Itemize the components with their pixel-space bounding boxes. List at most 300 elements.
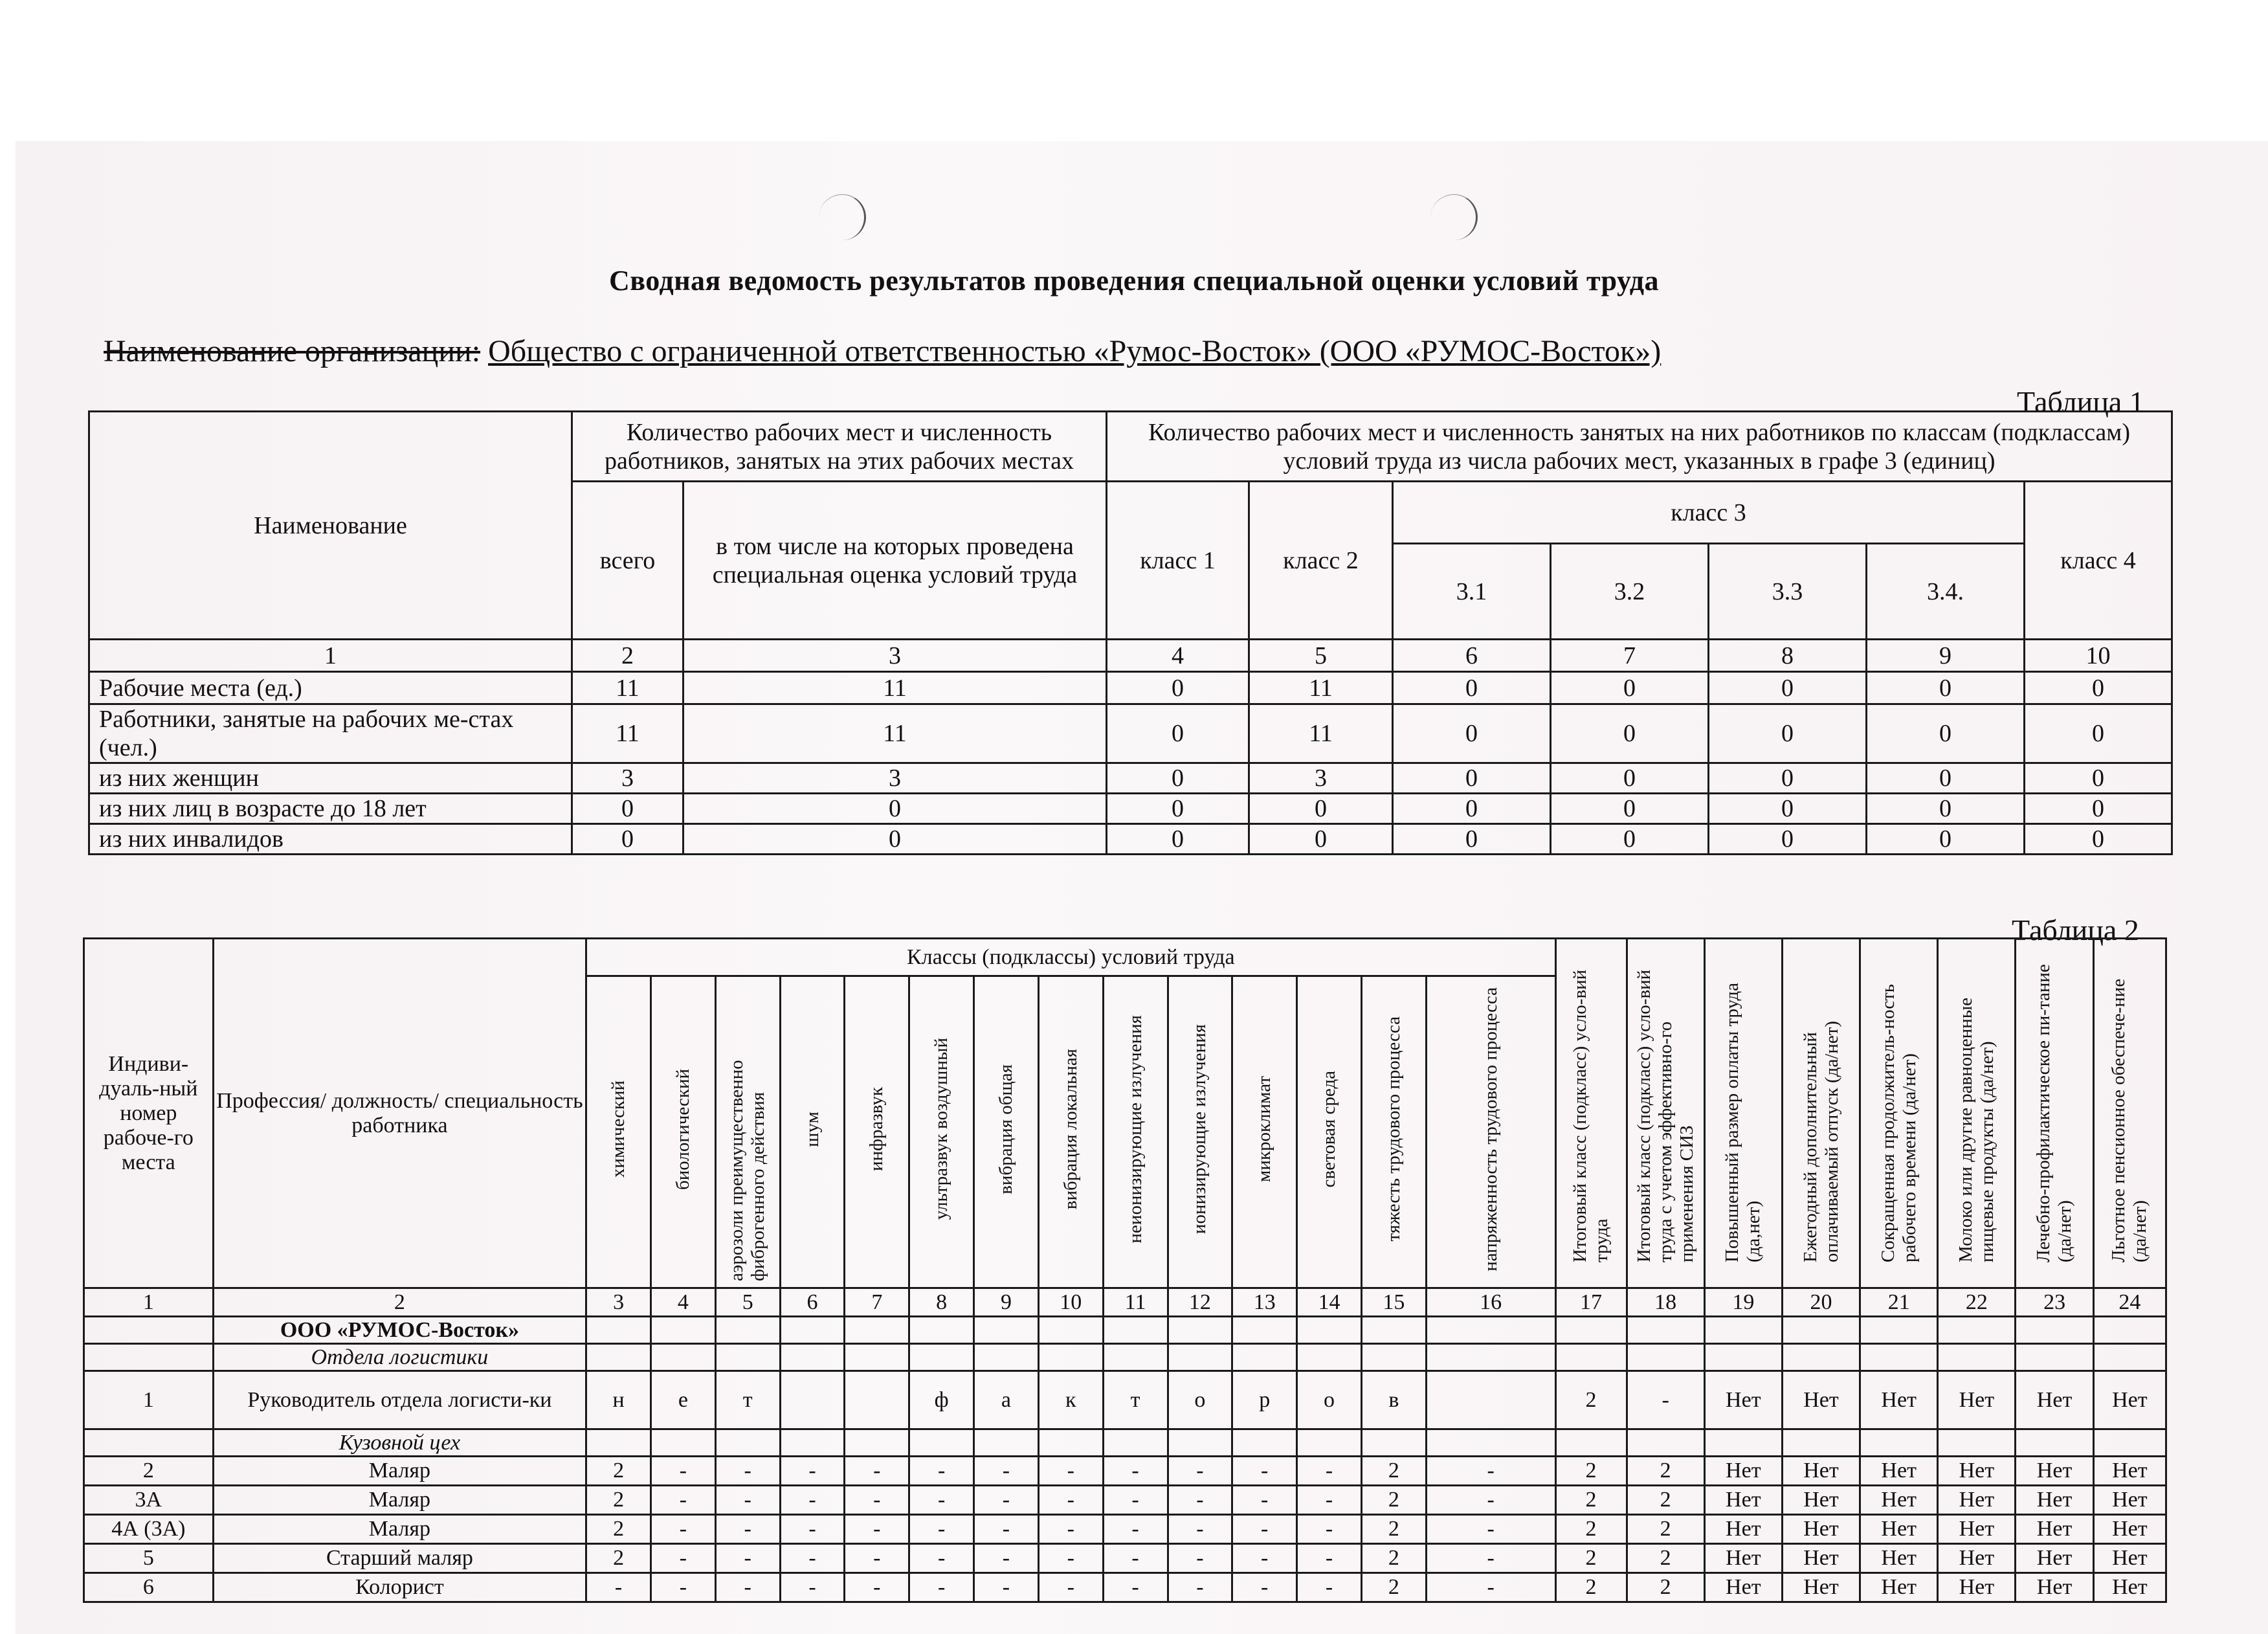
t1-cell: 3 <box>684 763 1107 794</box>
t2-cell: к <box>1038 1371 1103 1429</box>
t2-cell: ф <box>909 1371 974 1429</box>
t2-dept-row <box>84 1344 2166 1371</box>
t2-cell: Нет <box>2016 1515 2093 1544</box>
table1-caption: Таблица 1 <box>2017 385 2144 418</box>
t2-head-classes: Классы (подклассы) условий труда <box>586 939 1555 976</box>
t2-empty <box>1038 1317 1103 1344</box>
t2-head-factor <box>1297 976 1362 1288</box>
t1-cell: 0 <box>1867 672 2025 704</box>
t2-row-name: Руководитель отдела логисти-ки <box>213 1371 586 1429</box>
t2-empty <box>1555 1429 1627 1457</box>
t2-colnum: 5 <box>715 1288 780 1317</box>
t2-cell: т <box>715 1371 780 1429</box>
t2-cell: - <box>780 1544 845 1573</box>
t2-cell: Нет <box>1704 1371 1782 1429</box>
t2-cell: Нет <box>2016 1544 2093 1573</box>
t1-cell: 0 <box>2025 763 2172 794</box>
t2-cell: е <box>651 1371 716 1429</box>
t2-empty <box>1860 1429 1938 1457</box>
t2-empty <box>1297 1429 1362 1457</box>
t2-head-extra <box>1938 939 2016 1288</box>
t2-head-extra <box>2093 939 2166 1288</box>
t2-empty <box>1627 1344 1704 1371</box>
t1-cell: 11 <box>572 672 684 704</box>
t1-head-sub-3-1: 3.1 <box>1393 544 1551 640</box>
t2-colnum: 2 <box>213 1288 586 1317</box>
t2-colnum: 3 <box>586 1288 651 1317</box>
t2-cell: - <box>651 1486 716 1515</box>
t2-cell: Нет <box>1782 1486 1860 1515</box>
t2-row <box>84 1457 2166 1486</box>
t2-row-id: 4А (3А) <box>84 1515 214 1544</box>
t1-cell: 3 <box>1249 763 1393 794</box>
t1-row <box>89 763 2172 794</box>
t2-row <box>84 1371 2166 1429</box>
t2-empty <box>1704 1317 1782 1344</box>
t1-head-count-group: Количество рабочих мест и численность работников, занятых на этих рабочих местах <box>572 412 1107 482</box>
t2-cell: - <box>1232 1515 1297 1544</box>
t2-cell: Нет <box>1782 1573 1860 1602</box>
t2-cell: - <box>845 1544 909 1573</box>
t2-empty <box>1103 1317 1168 1344</box>
t2-head-extra-label: Сокращенная продолжитель-ность рабочего времени (да/нет) <box>1877 983 1920 1262</box>
t2-org-row-label: ООО «РУМОС-Восток» <box>213 1317 586 1344</box>
t2-head-extra <box>1782 939 1860 1288</box>
t2-cell: - <box>1038 1573 1103 1602</box>
t1-colnum: 9 <box>1867 640 2025 672</box>
t1-row-label: Рабочие места (ед.) <box>89 672 572 704</box>
t2-empty <box>1168 1317 1232 1344</box>
t2-cell: - <box>1168 1457 1232 1486</box>
t2-colnum-row <box>84 1288 2166 1317</box>
t2-cell: - <box>1103 1486 1168 1515</box>
t2-head-factor-label: аэрозоли преимущественно фиброгенного действия <box>726 1060 769 1281</box>
t2-empty <box>2016 1429 2093 1457</box>
t2-colnum: 18 <box>1627 1288 1704 1317</box>
t2-colnum: 6 <box>780 1288 845 1317</box>
t2-cell: - <box>974 1573 1039 1602</box>
t2-cell: 2 <box>586 1515 651 1544</box>
t2-empty <box>780 1344 845 1371</box>
t1-colnum: 10 <box>2025 640 2172 672</box>
t2-cell: Нет <box>2016 1486 2093 1515</box>
t1-head-class3: класс 3 <box>1393 482 2025 544</box>
t1-cell: 0 <box>1107 763 1249 794</box>
t2-head-extra-label: Итоговый класс (подкласс) усло-вий труда <box>1570 969 1612 1262</box>
t2-cell: Нет <box>2093 1515 2166 1544</box>
t2-empty <box>1038 1429 1103 1457</box>
t1-cell: 0 <box>1867 824 2025 855</box>
t1-cell: 0 <box>1551 794 1709 824</box>
t2-empty <box>84 1429 214 1457</box>
t1-cell: 0 <box>1551 672 1709 704</box>
t2-row-id: 1 <box>84 1371 214 1429</box>
t2-empty <box>1232 1429 1297 1457</box>
t1-colnum: 6 <box>1393 640 1551 672</box>
t2-cell: 2 <box>1627 1515 1704 1544</box>
t2-colnum: 4 <box>651 1288 716 1317</box>
t2-head-factor-label: биологический <box>672 1068 693 1190</box>
t2-head-factor-label: световая среда <box>1318 1070 1340 1188</box>
t1-row <box>89 672 2172 704</box>
t2-head-factor <box>1168 976 1232 1288</box>
t2-cell: Нет <box>2016 1573 2093 1602</box>
organization-line <box>104 333 1661 369</box>
t1-head-class1: класс 1 <box>1107 482 1249 640</box>
t2-cell: - <box>780 1486 845 1515</box>
t2-cell: Нет <box>1704 1515 1782 1544</box>
t2-cell: 2 <box>1555 1371 1627 1429</box>
t2-empty <box>909 1344 974 1371</box>
t2-empty <box>2016 1344 2093 1371</box>
t2-cell: Нет <box>1704 1457 1782 1486</box>
t2-cell: - <box>715 1515 780 1544</box>
t2-cell: - <box>1038 1486 1103 1515</box>
t2-cell: - <box>909 1544 974 1573</box>
t2-cell: 2 <box>1361 1457 1426 1486</box>
t2-cell: Нет <box>1938 1544 2016 1573</box>
t2-empty <box>651 1317 716 1344</box>
t1-head-total: всего <box>572 482 684 640</box>
t2-empty <box>1555 1344 1627 1371</box>
t2-empty <box>1938 1344 2016 1371</box>
t2-cell: - <box>909 1515 974 1544</box>
t2-row <box>84 1486 2166 1515</box>
t2-cell: - <box>1297 1573 1362 1602</box>
t2-empty <box>84 1344 214 1371</box>
t2-colnum: 19 <box>1704 1288 1782 1317</box>
t2-cell <box>845 1371 909 1429</box>
t2-cell: Нет <box>2093 1486 2166 1515</box>
t2-empty <box>845 1429 909 1457</box>
t2-cell: р <box>1232 1371 1297 1429</box>
t2-cell: Нет <box>1938 1457 2016 1486</box>
t1-cell: 0 <box>1709 704 1867 763</box>
t1-cell: 0 <box>2025 672 2172 704</box>
t2-empty <box>1627 1317 1704 1344</box>
t2-head-factor <box>1361 976 1426 1288</box>
t1-cell: 0 <box>1107 672 1249 704</box>
t1-cell: 0 <box>1249 794 1393 824</box>
t2-empty <box>1297 1344 1362 1371</box>
t2-colnum: 7 <box>845 1288 909 1317</box>
t2-head-factor <box>909 976 974 1288</box>
t2-cell: - <box>1103 1515 1168 1544</box>
t1-cell: 0 <box>684 824 1107 855</box>
t2-empty <box>651 1344 716 1371</box>
t2-cell: - <box>1168 1515 1232 1544</box>
t1-cell: 0 <box>1107 794 1249 824</box>
t2-empty <box>715 1344 780 1371</box>
t2-empty <box>974 1344 1039 1371</box>
t2-cell: Нет <box>1782 1371 1860 1429</box>
t2-head-extra <box>1555 939 1627 1288</box>
t2-head-extra <box>2016 939 2093 1288</box>
t2-colnum: 12 <box>1168 1288 1232 1317</box>
t2-colnum: 10 <box>1038 1288 1103 1317</box>
t2-head-extra <box>1704 939 1782 1288</box>
t2-colnum: 8 <box>909 1288 974 1317</box>
t2-cell: 2 <box>586 1544 651 1573</box>
t2-row-name: Старший маляр <box>213 1544 586 1573</box>
t2-head-factor <box>715 976 780 1288</box>
t2-cell: в <box>1361 1371 1426 1429</box>
t2-head-factor-label: шум <box>801 1111 823 1147</box>
t1-head-sub-3-3: 3.3 <box>1709 544 1867 640</box>
t2-row-id: 3А <box>84 1486 214 1515</box>
t2-cell: - <box>586 1573 651 1602</box>
t2-empty <box>974 1429 1039 1457</box>
t2-head-factor-label: микроклимат <box>1254 1076 1275 1182</box>
t2-empty <box>974 1317 1039 1344</box>
t2-colnum: 20 <box>1782 1288 1860 1317</box>
t1-cell: 0 <box>572 824 684 855</box>
t1-cell: 0 <box>1551 763 1709 794</box>
t2-cell: 2 <box>1361 1573 1426 1602</box>
t1-cell: 0 <box>2025 704 2172 763</box>
t2-empty <box>1232 1317 1297 1344</box>
t1-cell: 0 <box>1393 824 1551 855</box>
t2-cell: 2 <box>1627 1544 1704 1573</box>
t2-head-factor <box>651 976 716 1288</box>
t2-cell: т <box>1103 1371 1168 1429</box>
t2-empty <box>1704 1344 1782 1371</box>
t2-row <box>84 1544 2166 1573</box>
t1-cell: 0 <box>1249 824 1393 855</box>
t2-row <box>84 1515 2166 1544</box>
t2-cell: - <box>715 1544 780 1573</box>
t2-empty <box>715 1429 780 1457</box>
t2-cell: Нет <box>1938 1371 2016 1429</box>
t2-cell: - <box>1426 1457 1555 1486</box>
t2-cell: 2 <box>1555 1515 1627 1544</box>
t2-dept-row <box>84 1429 2166 1457</box>
t2-cell: Нет <box>1860 1515 1938 1544</box>
t1-colnum: 2 <box>572 640 684 672</box>
t2-head-factor <box>1103 976 1168 1288</box>
t2-empty <box>1782 1344 1860 1371</box>
t2-empty <box>586 1429 651 1457</box>
t2-head-factor-label: вибрация общая <box>995 1064 1016 1194</box>
t2-dept-row-label: Отдела логистики <box>213 1344 586 1371</box>
t2-empty <box>1782 1317 1860 1344</box>
t2-cell: Нет <box>1782 1457 1860 1486</box>
t2-cell: - <box>845 1457 909 1486</box>
t2-cell <box>780 1371 845 1429</box>
t2-cell: Нет <box>1782 1515 1860 1544</box>
t1-head-sub-3-4: 3.4. <box>1867 544 2025 640</box>
t1-cell: 0 <box>1709 763 1867 794</box>
t2-cell: - <box>1168 1486 1232 1515</box>
t2-cell: Нет <box>1860 1544 1938 1573</box>
t2-cell: - <box>974 1486 1039 1515</box>
t1-cell: 11 <box>1249 704 1393 763</box>
t2-head-row <box>84 939 2166 976</box>
t2-cell: - <box>1103 1573 1168 1602</box>
t2-cell: - <box>715 1457 780 1486</box>
t1-cell: 0 <box>684 794 1107 824</box>
t2-empty <box>84 1317 214 1344</box>
t2-head-factor-label: вибрация локальная <box>1060 1048 1081 1210</box>
t1-head-class4: класс 4 <box>2025 482 2172 640</box>
t2-empty <box>1361 1344 1426 1371</box>
t1-cell: 11 <box>684 672 1107 704</box>
t2-cell: о <box>1168 1371 1232 1429</box>
t1-cell: 11 <box>572 704 684 763</box>
t2-head-extra <box>1627 939 1704 1288</box>
t2-cell: - <box>1297 1457 1362 1486</box>
t2-cell: - <box>845 1515 909 1544</box>
t1-colnum: 8 <box>1709 640 1867 672</box>
table2-caption: Таблица 2 <box>2012 913 2139 946</box>
t2-cell: 2 <box>1627 1457 1704 1486</box>
t1-cell: 0 <box>1551 704 1709 763</box>
t2-colnum: 14 <box>1297 1288 1362 1317</box>
t2-cell: Нет <box>2093 1573 2166 1602</box>
t1-cell: 0 <box>1107 704 1249 763</box>
punch-hole-icon <box>1430 194 1478 240</box>
t1-colnum: 4 <box>1107 640 1249 672</box>
t2-empty <box>909 1317 974 1344</box>
t2-empty <box>2093 1317 2166 1344</box>
t2-row-name: Маляр <box>213 1486 586 1515</box>
t2-row-name: Маляр <box>213 1515 586 1544</box>
t1-row-label: Работники, занятые на рабочих ме-стах (чел.) <box>89 704 572 763</box>
t1-row <box>89 824 2172 855</box>
t2-head-factor-label: ионизирующие излучения <box>1189 1024 1210 1235</box>
t1-colnum: 3 <box>684 640 1107 672</box>
t1-cell: 11 <box>684 704 1107 763</box>
t2-head-factor <box>1426 976 1555 1288</box>
t2-cell: - <box>1038 1515 1103 1544</box>
t2-cell: - <box>1103 1544 1168 1573</box>
t2-empty <box>2016 1317 2093 1344</box>
t2-cell: а <box>974 1371 1039 1429</box>
t2-row-id: 2 <box>84 1457 214 1486</box>
t2-cell: Нет <box>2016 1457 2093 1486</box>
t2-colnum: 15 <box>1361 1288 1426 1317</box>
t2-cell: 2 <box>1627 1573 1704 1602</box>
t2-cell: 2 <box>1361 1544 1426 1573</box>
t2-empty <box>1426 1429 1555 1457</box>
t2-cell: 2 <box>1555 1573 1627 1602</box>
t2-head-id: Индиви-дуаль-ный номер рабоче-го места <box>84 939 214 1288</box>
t1-head-name: Наименование <box>89 412 572 640</box>
t2-cell: Нет <box>1938 1486 2016 1515</box>
t2-cell: - <box>1168 1573 1232 1602</box>
t1-row-label: из них инвалидов <box>89 824 572 855</box>
t2-cell: 2 <box>586 1486 651 1515</box>
document-title: Сводная ведомость результатов проведения специальной оценки условий труда <box>608 265 1660 297</box>
t2-head-factor <box>1232 976 1297 1288</box>
t2-cell: - <box>909 1457 974 1486</box>
organization-label: Наименование организации: <box>104 334 481 368</box>
t2-row-name: Колорист <box>213 1573 586 1602</box>
t2-empty <box>586 1317 651 1344</box>
t2-colnum: 22 <box>1938 1288 2016 1317</box>
t2-empty <box>715 1317 780 1344</box>
t2-cell: - <box>1426 1515 1555 1544</box>
t2-empty <box>1361 1429 1426 1457</box>
t2-head-extra-label: Льготное пенсионное обеспече-ние (да/нет) <box>2108 978 2151 1262</box>
t2-empty <box>586 1344 651 1371</box>
t2-empty <box>780 1317 845 1344</box>
t1-head-assessed: в том числе на которых проведена специальная оценка условий труда <box>684 482 1107 640</box>
t2-empty <box>1168 1429 1232 1457</box>
t2-head-factor <box>586 976 651 1288</box>
t1-cell: 0 <box>1867 763 2025 794</box>
organization-value: Общество с ограниченной ответственностью «Румос-Восток» (ООО «РУМОС-Восток») <box>488 334 1662 368</box>
t1-cell: 0 <box>1867 704 2025 763</box>
t2-empty <box>1168 1344 1232 1371</box>
t2-empty <box>1627 1429 1704 1457</box>
t2-row-name: Маляр <box>213 1457 586 1486</box>
t2-head-factor-label: ультразвук воздушный <box>931 1038 952 1220</box>
t2-cell: - <box>651 1457 716 1486</box>
t2-org-row <box>84 1317 2166 1344</box>
t1-cell: 0 <box>1393 794 1551 824</box>
t2-head-profession: Профессия/ должность/ специальность работника <box>213 939 586 1288</box>
t2-head-extra-label: Повышенный размер оплаты труда (да,нет) <box>1722 983 1764 1262</box>
t1-colnum: 1 <box>89 640 572 672</box>
t2-cell: Нет <box>1704 1486 1782 1515</box>
t1-head-class2: класс 2 <box>1249 482 1393 640</box>
t2-colnum: 13 <box>1232 1288 1297 1317</box>
t1-head-class-group: Количество рабочих мест и численность занятых на них работников по классам (подклассам) условий труда из числа рабочих мест, указанных в графе 3 (единиц) <box>1107 412 2172 482</box>
t2-cell: н <box>586 1371 651 1429</box>
t2-cell: - <box>1627 1371 1704 1429</box>
t1-row-label: из них лиц в возрасте до 18 лет <box>89 794 572 824</box>
t2-cell: - <box>1297 1515 1362 1544</box>
t2-cell: 2 <box>1555 1486 1627 1515</box>
t2-cell: Нет <box>1782 1544 1860 1573</box>
t2-empty <box>1103 1344 1168 1371</box>
t2-cell: 2 <box>1627 1486 1704 1515</box>
t2-head-factor <box>780 976 845 1288</box>
t2-dept-row-label: Кузовной цех <box>213 1429 586 1457</box>
t2-colnum: 16 <box>1426 1288 1555 1317</box>
t1-cell: 0 <box>572 794 684 824</box>
t2-cell: Нет <box>2016 1371 2093 1429</box>
t1-row-label: из них женщин <box>89 763 572 794</box>
t2-cell: Нет <box>1704 1544 1782 1573</box>
t2-empty <box>1232 1344 1297 1371</box>
summary-table-2 <box>83 937 2167 1603</box>
t2-colnum: 1 <box>84 1288 214 1317</box>
t2-cell: - <box>1426 1573 1555 1602</box>
t2-cell: - <box>780 1457 845 1486</box>
t2-cell: 2 <box>1555 1457 1627 1486</box>
t2-cell: - <box>1038 1544 1103 1573</box>
t2-empty <box>1938 1429 2016 1457</box>
t2-head-factor-label: напряженность трудового процесса <box>1480 987 1501 1271</box>
t2-empty <box>1426 1317 1555 1344</box>
t2-colnum: 21 <box>1860 1288 1938 1317</box>
punch-hole-icon <box>819 194 866 240</box>
t2-cell: Нет <box>1938 1573 2016 1602</box>
t2-cell: - <box>1297 1544 1362 1573</box>
t2-colnum: 9 <box>974 1288 1039 1317</box>
t2-cell: 2 <box>1361 1515 1426 1544</box>
t2-empty <box>1361 1317 1426 1344</box>
t1-cell: 3 <box>572 763 684 794</box>
t1-cell: 0 <box>1393 763 1551 794</box>
t2-cell: Нет <box>1860 1371 1938 1429</box>
t2-cell: - <box>974 1544 1039 1573</box>
t2-colnum: 17 <box>1555 1288 1627 1317</box>
t2-head-factor-label: инфразвук <box>866 1087 887 1171</box>
t2-cell: о <box>1297 1371 1362 1429</box>
